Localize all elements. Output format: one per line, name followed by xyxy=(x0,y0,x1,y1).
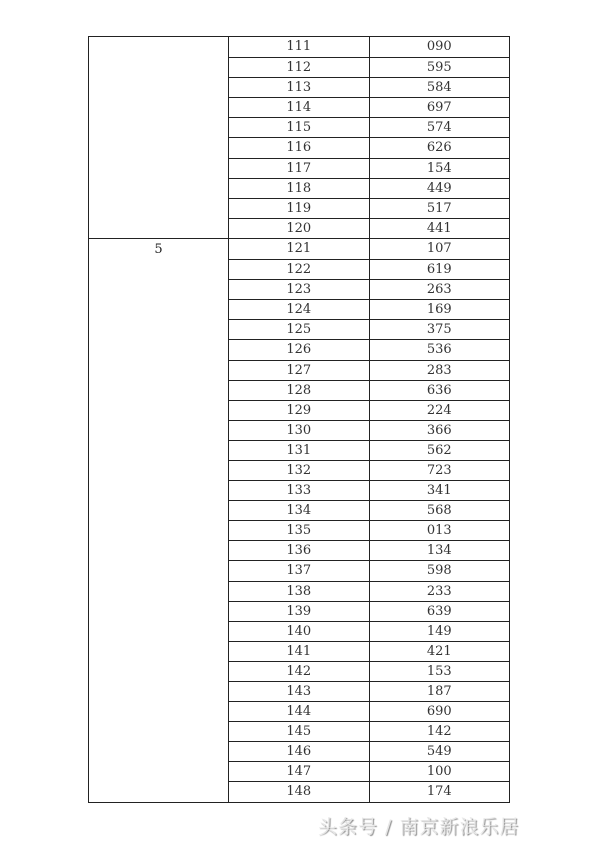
row-value-cell: 142 xyxy=(426,724,452,740)
row-value-cell: 134 xyxy=(426,543,452,559)
row-index-cell: 138 xyxy=(229,582,370,601)
row-value-cell: 154 xyxy=(426,160,452,176)
row-index-cell: 115 xyxy=(229,118,370,137)
row-index-cell: 136 xyxy=(229,541,370,560)
row-value-cell: 174 xyxy=(426,784,452,800)
table-row xyxy=(229,540,509,560)
row-index-cell: 141 xyxy=(229,642,370,661)
row-value-cell: 723 xyxy=(426,462,452,478)
table-row xyxy=(229,400,509,420)
table-row xyxy=(229,781,509,801)
table-row xyxy=(229,339,509,359)
row-value-cell: 562 xyxy=(426,442,452,458)
table-row xyxy=(229,259,509,279)
row-value-cell: 536 xyxy=(426,342,452,358)
row-value-cell: 090 xyxy=(426,39,452,54)
row-index-cell: 125 xyxy=(229,320,370,339)
row-value-cell: 375 xyxy=(426,322,452,338)
table-row xyxy=(229,681,509,701)
row-index-cell: 126 xyxy=(229,340,370,359)
row-value-cell: 107 xyxy=(426,240,452,256)
row-value-cell: 626 xyxy=(426,140,452,156)
row-index-cell: 137 xyxy=(229,561,370,580)
table-row xyxy=(229,380,509,400)
table-row xyxy=(229,641,509,661)
row-value-cell: 574 xyxy=(426,120,452,136)
row-value-cell: 598 xyxy=(426,563,452,579)
row-index-cell: 140 xyxy=(229,622,370,641)
row-index-cell: 147 xyxy=(229,762,370,781)
row-index-cell: 132 xyxy=(229,461,370,480)
row-value-cell: 449 xyxy=(426,180,452,196)
row-value-cell: 366 xyxy=(426,422,452,438)
group-label: 5 xyxy=(89,239,229,802)
row-index-cell: 139 xyxy=(229,602,370,621)
row-index-cell: 127 xyxy=(229,361,370,380)
row-value-cell: 169 xyxy=(426,302,452,318)
table-row xyxy=(229,621,509,641)
row-value-cell: 263 xyxy=(426,282,452,298)
row-index-cell: 113 xyxy=(229,78,370,97)
table-row xyxy=(229,721,509,741)
row-index-cell: 143 xyxy=(229,682,370,701)
row-index-cell: 146 xyxy=(229,742,370,761)
row-index-cell: 129 xyxy=(229,401,370,420)
row-index-cell: 112 xyxy=(229,58,370,77)
table-row xyxy=(229,37,509,57)
table-row xyxy=(229,77,509,97)
table-group xyxy=(89,238,509,802)
table-row xyxy=(229,299,509,319)
table-row xyxy=(229,178,509,198)
row-index-cell: 116 xyxy=(229,138,370,157)
row-index-cell: 130 xyxy=(229,421,370,440)
table-row xyxy=(229,97,509,117)
row-value-cell: 697 xyxy=(426,100,452,116)
row-index-cell: 133 xyxy=(229,481,370,500)
row-index-cell: 122 xyxy=(229,260,370,279)
table-row xyxy=(229,601,509,621)
table-row xyxy=(229,137,509,157)
table-row xyxy=(229,701,509,721)
row-value-cell: 549 xyxy=(426,744,452,760)
row-index-cell: 131 xyxy=(229,441,370,460)
row-index-cell: 123 xyxy=(229,280,370,299)
row-value-cell: 441 xyxy=(426,220,452,236)
row-index-cell: 145 xyxy=(229,722,370,741)
table-row xyxy=(229,480,509,500)
table-row xyxy=(229,460,509,480)
row-index-cell: 120 xyxy=(229,219,370,238)
table-row xyxy=(229,117,509,137)
row-value-cell: 149 xyxy=(426,623,452,639)
table-row xyxy=(229,360,509,380)
row-index-cell: 118 xyxy=(229,179,370,198)
table-row xyxy=(229,560,509,580)
table-row xyxy=(229,500,509,520)
table-row xyxy=(229,761,509,781)
group-label xyxy=(89,37,229,238)
row-value-cell: 639 xyxy=(426,603,452,619)
row-value-cell: 187 xyxy=(426,684,452,699)
row-index-cell: 144 xyxy=(229,702,370,721)
watermark: 头条号 / 南京新浪乐居 xyxy=(318,816,520,838)
row-index-cell: 121 xyxy=(229,239,370,259)
table-row xyxy=(229,239,509,259)
table-row xyxy=(229,279,509,299)
table-row xyxy=(229,440,509,460)
table-row xyxy=(229,520,509,540)
row-value-cell: 153 xyxy=(426,663,452,679)
table-row xyxy=(229,319,509,339)
row-index-cell: 119 xyxy=(229,199,370,218)
row-value-cell: 584 xyxy=(426,80,452,96)
table-row xyxy=(229,581,509,601)
row-value-cell: 100 xyxy=(426,764,452,780)
row-index-cell: 111 xyxy=(229,37,370,57)
table-row xyxy=(229,218,509,238)
table-row xyxy=(229,661,509,681)
row-value-cell: 619 xyxy=(426,262,452,278)
table-row xyxy=(229,198,509,218)
number-table xyxy=(88,36,510,803)
row-value-cell: 233 xyxy=(426,583,452,599)
row-value-cell: 013 xyxy=(426,523,452,539)
row-index-cell: 124 xyxy=(229,300,370,319)
table-group xyxy=(89,37,509,238)
table-row xyxy=(229,741,509,761)
row-value-cell: 690 xyxy=(426,704,452,720)
row-value-cell: 283 xyxy=(426,362,452,378)
table-row xyxy=(229,57,509,77)
row-index-cell: 142 xyxy=(229,662,370,681)
row-index-cell: 134 xyxy=(229,501,370,520)
row-value-cell: 421 xyxy=(426,643,452,659)
row-value-cell: 568 xyxy=(426,503,452,519)
row-index-cell: 128 xyxy=(229,381,370,400)
table-row xyxy=(229,158,509,178)
row-value-cell: 341 xyxy=(426,483,452,499)
row-index-cell: 117 xyxy=(229,159,370,178)
row-value-cell: 224 xyxy=(426,402,452,418)
row-index-cell: 114 xyxy=(229,98,370,117)
row-index-cell: 148 xyxy=(229,782,370,801)
row-value-cell: 595 xyxy=(426,60,452,76)
row-value-cell: 636 xyxy=(426,382,452,398)
row-index-cell: 135 xyxy=(229,521,370,540)
row-value-cell: 517 xyxy=(426,200,452,216)
table-row xyxy=(229,420,509,440)
